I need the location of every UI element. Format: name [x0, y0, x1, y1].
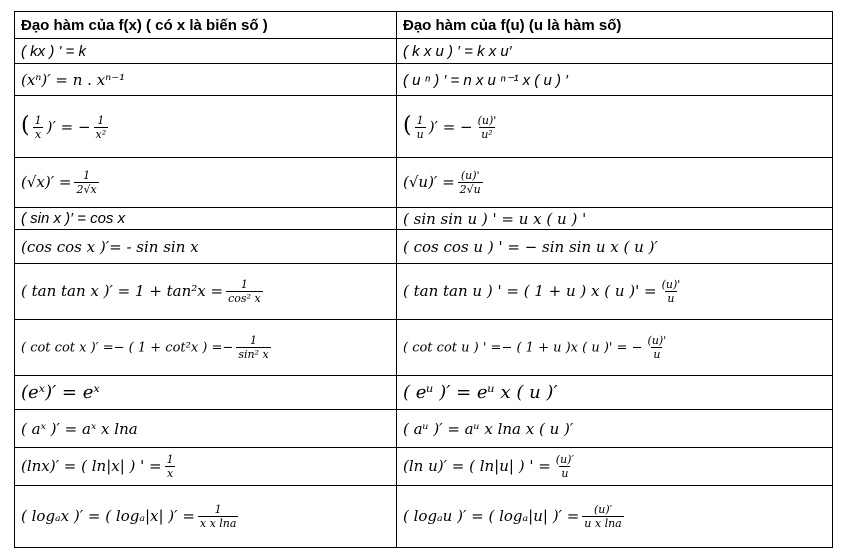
denominator: x — [167, 466, 174, 480]
paren: ( — [403, 112, 412, 138]
numerator: (u)' — [460, 168, 480, 182]
numerator: 1 — [416, 113, 424, 127]
fraction — [236, 335, 270, 361]
formula-text: )′ = − — [46, 117, 91, 136]
formula-cell — [15, 158, 397, 208]
table-row — [15, 230, 833, 264]
numerator: (u)' — [477, 113, 497, 127]
formula-cell — [15, 264, 397, 320]
numerator: 1 — [166, 452, 174, 466]
formula-text: (ln u)′ = ( ln|u| ) ' = — [403, 456, 551, 475]
denominator: 2√x — [76, 182, 97, 196]
fraction — [74, 170, 98, 196]
denominator: u² — [481, 127, 493, 141]
numerator: 1 — [249, 333, 257, 347]
formula-cell: ( aᵘ )′ = aᵘ x lna x ( u )′ — [397, 410, 833, 448]
fraction — [94, 115, 109, 141]
denominator: cos² x — [228, 291, 261, 305]
formula-cell: ( u ⁿ ) ′ = n x u ⁿ⁻¹ x ( u ) ′ — [397, 64, 833, 96]
table-row — [15, 410, 833, 448]
formula-cell: ( k x u ) ′ = k x u′ — [397, 39, 833, 64]
denominator: 2√u — [459, 182, 481, 196]
fraction — [660, 279, 683, 305]
formula-cell: (xⁿ)′ = n . xⁿ⁻¹ — [15, 64, 397, 96]
fraction — [582, 504, 623, 530]
formula-cell — [397, 448, 833, 486]
formula-cell — [15, 448, 397, 486]
table-row — [15, 264, 833, 320]
denominator: u — [667, 291, 675, 305]
fraction — [226, 279, 263, 305]
formula-cell: (cos cos x )′= - sin sin x — [15, 230, 397, 264]
formula-cell: ( kx ) ' = k — [15, 39, 397, 64]
header-cell-fx: Đạo hàm của f(x) ( có x là biến số ) — [15, 12, 397, 39]
numerator: 1 — [83, 168, 91, 182]
formula-text: ( cot cot u ) ' =− ( 1 + u )x ( u )' = − — [403, 340, 643, 355]
fraction — [554, 454, 576, 480]
formula-cell — [397, 486, 833, 548]
fraction — [33, 115, 44, 141]
numerator: (u)' — [647, 333, 667, 347]
derivative-table — [14, 11, 833, 548]
numerator: 1 — [214, 502, 222, 516]
table-row — [15, 64, 833, 96]
formula-cell — [397, 320, 833, 376]
formula-text: (√u)′ = — [403, 172, 455, 191]
table-row — [15, 486, 833, 548]
fraction — [476, 115, 499, 141]
table-row — [15, 320, 833, 376]
table-row — [15, 158, 833, 208]
fraction — [415, 115, 426, 141]
formula-text: ( tan tan x )′ = 1 + tan²x = — [21, 281, 224, 300]
numerator: (u)′ — [555, 452, 574, 466]
table-row — [15, 208, 833, 230]
formula-cell — [15, 96, 397, 158]
fraction — [458, 170, 483, 196]
formula-cell: ( eᵘ )′ = eᵘ x ( u )′ — [397, 376, 833, 410]
table-row — [15, 448, 833, 486]
formula-cell — [15, 486, 397, 548]
formula-text: ( logₐu )′ = ( logₐ|u| )′ = — [403, 506, 580, 525]
formula-cell: ( sin x )′ = cos x — [15, 208, 397, 230]
formula-cell — [397, 158, 833, 208]
denominator: u — [561, 466, 569, 480]
table-row — [15, 376, 833, 410]
formula-cell: ( aˣ )′ = aˣ x lna — [15, 410, 397, 448]
formula-text: ( logₐx )′ = ( logₐ|x| )′ = — [21, 506, 195, 525]
denominator: sin² x — [238, 347, 269, 361]
numerator: (u)' — [661, 277, 681, 291]
numerator: 1 — [34, 113, 42, 127]
formula-cell: (eˣ)′ = eˣ — [15, 376, 397, 410]
formula-cell — [397, 264, 833, 320]
numerator: 1 — [240, 277, 248, 291]
formula-text: ( tan tan u ) ' = ( 1 + u ) x ( u )' = — [403, 281, 657, 300]
numerator: 1 — [97, 113, 105, 127]
denominator: x² — [95, 127, 107, 141]
table-row — [15, 39, 833, 64]
formula-cell: ( cos cos u ) ' = − sin sin u x ( u )′ — [397, 230, 833, 264]
fraction — [198, 504, 239, 530]
table-header-row — [15, 12, 833, 39]
denominator: x x lna — [199, 516, 237, 530]
denominator: u — [416, 127, 424, 141]
formula-text: ( cot cot x )′ =− ( 1 + cot²x ) =− — [21, 340, 234, 355]
formula-cell — [397, 96, 833, 158]
fraction — [165, 454, 176, 480]
header-cell-fu: Đạo hàm của f(u) (u là hàm số) — [397, 12, 833, 39]
paren: ( — [21, 112, 30, 138]
fraction — [646, 335, 669, 361]
formula-text: (√x)′ = — [21, 172, 72, 191]
denominator: u — [653, 347, 661, 361]
formula-cell — [15, 320, 397, 376]
denominator: u x lna — [584, 516, 622, 530]
table-row — [15, 96, 833, 158]
denominator: x — [34, 127, 42, 141]
formula-text: (lnx)′ = ( ln|x| ) ' = — [21, 456, 162, 475]
formula-text: )′ = − — [428, 117, 473, 136]
formula-cell: ( sin sin u ) ' = u x ( u ) ' — [397, 208, 833, 230]
numerator: (u)′ — [593, 502, 613, 516]
